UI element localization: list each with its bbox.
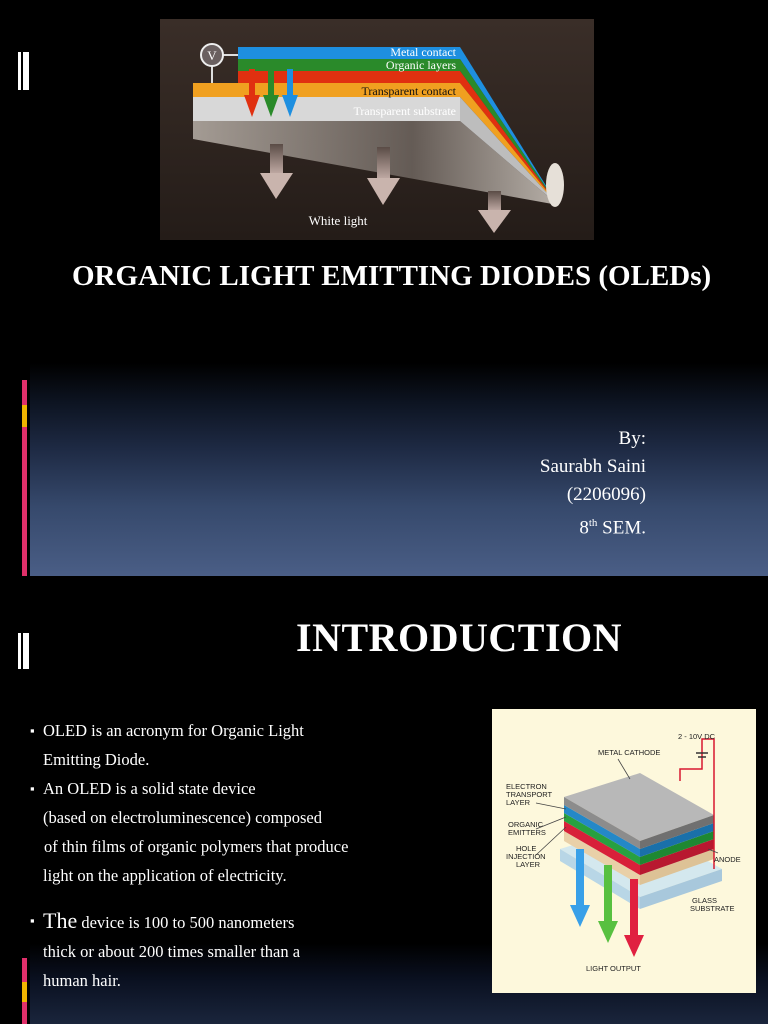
label-hole-injection: HOLE (516, 844, 537, 853)
label-organic-emitters: EMITTERS (508, 828, 546, 837)
label-organic-layers: Organic layers (385, 58, 456, 72)
label-transparent-substrate: Transparent substrate (353, 104, 456, 118)
introduction-heading: INTRODUCTION (296, 615, 623, 660)
bullet-continuation: human hair. (43, 971, 121, 990)
oled-layer-diagram (160, 19, 594, 240)
bullet-text: device is 100 to 500 nanometers (77, 913, 295, 932)
slide-title: ORGANIC LIGHT EMITTING DIODES (OLEDs) (72, 260, 712, 292)
semester-text: SEM. (597, 517, 646, 539)
edge-accent-pink (22, 427, 27, 576)
bullet-list (30, 716, 430, 995)
label-voltage: 2 - 10V DC (678, 732, 716, 741)
semester-suffix: th (588, 517, 598, 529)
edge-accent-yellow (22, 405, 27, 427)
semester (540, 509, 646, 542)
label-organic-emitters: ORGANIC (508, 820, 544, 829)
label-metal-cathode: METAL CATHODE (598, 748, 661, 757)
edge-accent-pink (22, 380, 27, 405)
bullet-continuation: (based on electroluminescence) composed (43, 808, 323, 827)
label-electron-transport: LAYER (506, 798, 531, 807)
slide-left-edge (0, 0, 30, 576)
slide-left-edge (0, 576, 30, 1024)
edge-accent-yellow (22, 982, 27, 1002)
label-white-light: White light (308, 213, 368, 228)
edge-accent-pink (22, 958, 27, 982)
emission-arrows (244, 69, 298, 117)
edge-marker (23, 52, 29, 90)
label-hole-injection: INJECTION (506, 852, 546, 861)
author-block (540, 425, 646, 542)
edge-marker (23, 633, 29, 669)
bullet-continuation: thick or about 200 times smaller than a (43, 942, 301, 961)
author-name: Saurabh Saini (539, 456, 646, 477)
edge-accent-pink (22, 1002, 27, 1024)
oled-structure-diagram (492, 709, 756, 993)
bullet-item: ▪ An OLED is a solid state device (30, 774, 430, 803)
label-transparent-contact: Transparent contact (361, 84, 456, 98)
bullet-continuation: Emitting Diode. (43, 750, 150, 769)
roll-number: (2206096) (566, 484, 646, 505)
voltmeter-label: V (207, 48, 217, 63)
semester-number: 8 (579, 517, 589, 539)
bullet-continuation: light on the application of electricity. (43, 866, 287, 885)
label-metal-contact: Metal contact (390, 45, 456, 59)
label-glass-substrate: SUBSTRATE (690, 904, 735, 913)
label-hole-injection: LAYER (516, 860, 541, 869)
bullet-item: ▪ OLED is an acronym for Organic Light (30, 716, 430, 745)
edge-marker (18, 52, 21, 90)
bullet-lead-word: The (43, 908, 78, 933)
label-anode: ANODE (714, 855, 741, 864)
label-glass-substrate: GLASS (692, 896, 718, 905)
label-electron-transport: TRANSPORT (506, 790, 553, 799)
by-label: By: (618, 428, 646, 449)
edge-marker (18, 633, 21, 669)
introduction-slide (0, 576, 768, 1024)
label-electron-transport: ELECTRON (506, 782, 547, 791)
label-light-output: LIGHT OUTPUT (586, 964, 641, 973)
bullet-item (30, 906, 430, 937)
bullet-continuation: of thin films of organic polymers that produce (44, 837, 349, 856)
